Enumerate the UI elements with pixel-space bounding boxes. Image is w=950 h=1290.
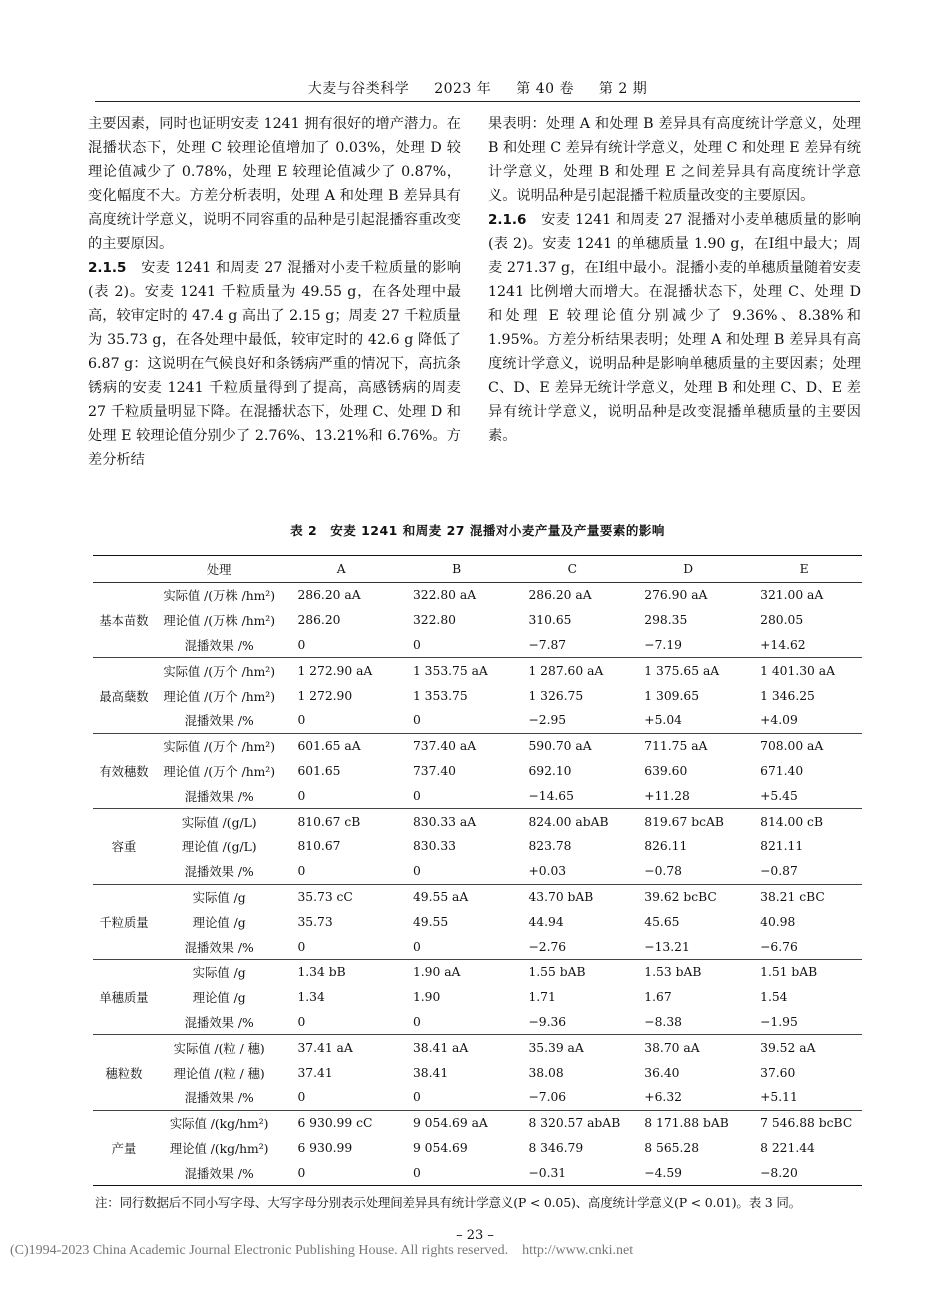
value-cell: 8 221.44 (760, 1140, 815, 1155)
section-2-1-5 (88, 256, 461, 472)
value-cell: +6.32 (644, 1090, 682, 1105)
value-cell: 276.90 aA (644, 588, 708, 603)
value-cell: 830.33 aA (399, 809, 515, 834)
metric-label: 实际值 /(万个 /hm²) (155, 733, 284, 758)
value-cell: +5.11 (760, 1090, 798, 1105)
value-cell: 1.51 bAB (746, 959, 862, 984)
metric-label: 混播效果 /% (184, 638, 254, 653)
value-cell: 8 346.79 (528, 1140, 584, 1155)
value-cell: +0.03 (528, 864, 567, 879)
metric-label: 实际值 /(kg/hm²) (155, 1110, 284, 1135)
value-cell: 43.70 bAB (514, 884, 630, 909)
value-cell: 0 (297, 1165, 306, 1180)
value-cell: 819.67 bcAB (630, 809, 746, 834)
value-cell: 38.21 cBC (746, 884, 862, 909)
group-label: 产量 (93, 1110, 155, 1185)
running-header (95, 78, 860, 98)
value-cell: 35.73 (297, 914, 333, 929)
value-cell: 810.67 (297, 839, 341, 854)
value-cell: −1.95 (760, 1014, 798, 1029)
value-cell: 322.80 aA (412, 588, 477, 603)
value-cell: 0 (412, 864, 421, 879)
value-cell: 1.67 (644, 990, 672, 1005)
table-row (93, 759, 862, 784)
value-cell: 1.90 aA (399, 959, 515, 984)
value-cell: 1.55 bAB (514, 959, 630, 984)
value-cell: −6.76 (760, 939, 798, 954)
metric-label: 混播效果 /% (184, 940, 254, 955)
metric-label: 理论值 /(万个 /hm²) (163, 689, 276, 704)
value-cell: −0.31 (528, 1165, 567, 1180)
value-cell: 1 309.65 (644, 688, 700, 703)
value-cell: −7.06 (528, 1090, 567, 1105)
value-cell: +5.04 (644, 713, 682, 728)
table-row (93, 834, 862, 859)
journal-volume: 第 40 卷 (516, 81, 574, 97)
value-cell: 1 287.60 aA (514, 658, 630, 683)
metric-label: 理论值 /(粒 / 穗) (173, 1066, 265, 1081)
value-cell: 37.60 (760, 1065, 796, 1080)
table-header-row (93, 556, 862, 583)
header-empty (93, 556, 155, 583)
value-cell: 0 (412, 713, 421, 728)
table-row (93, 583, 862, 608)
value-cell: 40.98 (760, 914, 796, 929)
value-cell: 737.40 (412, 763, 456, 778)
table-row (93, 884, 862, 909)
value-cell: 39.52 aA (746, 1035, 862, 1060)
metric-label: 实际值 /(万株 /hm²) (163, 589, 276, 604)
value-cell: 36.40 (644, 1065, 680, 1080)
copyright-text: (C)1994-2023 China Academic Journal Electronic Publishing House. All rights reserved. (10, 1243, 509, 1258)
value-cell: 310.65 (528, 613, 572, 628)
value-cell: 601.65 (297, 763, 341, 778)
table-row (93, 809, 862, 834)
header-rule (95, 101, 860, 102)
table-row (93, 683, 862, 708)
value-cell: 39.62 bcBC (630, 884, 746, 909)
value-cell: 38.70 aA (630, 1035, 746, 1060)
table-row (93, 658, 862, 683)
value-cell: 814.00 cB (746, 809, 862, 834)
value-cell: 286.20 aA (528, 588, 592, 603)
value-cell: 0 (412, 637, 421, 652)
value-cell: 37.41 aA (283, 1035, 399, 1060)
value-cell: 49.55 (412, 914, 449, 929)
metric-label: 理论值 /(g/L) (181, 840, 257, 855)
page-number: – 23 – (456, 1228, 494, 1243)
value-cell: 0 (412, 788, 421, 803)
value-cell: 711.75 aA (630, 733, 746, 758)
group-label: 容重 (93, 809, 155, 884)
value-cell: 7 546.88 bcBC (746, 1110, 862, 1135)
table-row (93, 708, 862, 733)
section-number: 2.1.6 (488, 212, 527, 228)
value-cell: 321.00 aA (760, 588, 824, 603)
value-cell: 824.00 abAB (514, 809, 630, 834)
value-cell: 8 565.28 (644, 1140, 700, 1155)
value-cell: 0 (297, 788, 306, 803)
value-cell: 823.78 (528, 839, 572, 854)
value-cell: +14.62 (760, 637, 806, 652)
value-cell: 280.05 (760, 613, 804, 628)
left-column (88, 112, 461, 472)
table-row (93, 1110, 862, 1135)
group-label: 单穗质量 (93, 959, 155, 1034)
metric-label: 混播效果 /% (184, 865, 254, 880)
table-row (93, 1136, 862, 1161)
value-cell: 821.11 (760, 839, 804, 854)
value-cell: 9 054.69 aA (399, 1110, 515, 1135)
group-label: 穗粒数 (93, 1035, 155, 1110)
value-cell: 0 (297, 939, 306, 954)
value-cell: 35.39 aA (514, 1035, 630, 1060)
value-cell: −7.87 (528, 637, 567, 652)
metric-label: 混播效果 /% (184, 789, 254, 804)
value-cell: 1.54 (760, 990, 788, 1005)
value-cell: −4.59 (644, 1165, 682, 1180)
value-cell: 0 (297, 1014, 306, 1029)
right-column (488, 112, 861, 448)
value-cell: 1 326.75 (528, 688, 584, 703)
value-cell: 6 930.99 (297, 1140, 353, 1155)
section-2-1-6 (488, 208, 861, 448)
value-cell: −2.95 (528, 713, 567, 728)
value-cell: −2.76 (528, 939, 567, 954)
value-cell: 322.80 (412, 613, 456, 628)
value-cell: 0 (412, 939, 421, 954)
paragraph: 果表明：处理 A 和处理 B 差异具有高度统计学意义，处理 B 和处理 C 差异有统计学意义，处理 C 和处理 E 差异有统计学意义，处理 B 和处理 E 之间差异具有高度统计学意义。说明品种是引起混播千粒质量改变的主要原因。 (488, 116, 861, 204)
metric-label: 理论值 /(万株 /hm²) (163, 614, 276, 629)
metric-label: 实际值 /(g/L) (155, 809, 284, 834)
section-text: 安麦 1241 和周麦 27 混播对小麦单穗质量的影响(表 2)。安麦 1241 的单穗质量 1.90 g，在Ⅰ组中最大；周麦 271.37 g，在Ⅰ组中最小。混播小麦的单穗质量随着安麦 1241 比例增大而增大。在混播状态下，处理 C、处理 D 和处理 E 较理论值分别减少了 9.36%、8.38%和 1.95%。方差分析结果表明；处理 A 和处理 B 差异具有高度统计学意义，说明品种是影响单穗质量的主要因素；处理 C、D、E 差异无统计学意义，处理 B 和处理 C、D、E 差异有统计学意义，说明品种是改变混播单穗质量的主要因素。 (488, 212, 861, 444)
metric-label: 实际值 /(万个 /hm²) (155, 658, 284, 683)
table-row (93, 1035, 862, 1060)
value-cell: +4.09 (760, 713, 798, 728)
value-cell: 1 272.90 aA (283, 658, 399, 683)
value-cell: +5.45 (760, 788, 798, 803)
value-cell: 1 346.25 (760, 688, 815, 703)
value-cell: 826.11 (644, 839, 688, 854)
value-cell: 0 (297, 637, 306, 652)
journal-name: 大麦与谷类科学 (307, 81, 410, 97)
value-cell: 0 (412, 1165, 421, 1180)
value-cell: 38.08 (528, 1065, 564, 1080)
metric-label: 混播效果 /% (184, 1091, 254, 1106)
value-cell: 0 (297, 713, 306, 728)
paragraph: 主要因素，同时也证明安麦 1241 拥有很好的增产潜力。在混播状态下，处理 C 较理论值增加了 0.03%，处理 D 较理论值减少了 0.78%，处理 E 较理论值减少了 0.87%，变化幅度不大。方差分析表明，处理 A 和处理 B 差异具有高度统计学意义，说明不同容重的品种是引起混播容重改变的主要原因。 (88, 116, 461, 252)
value-cell: 0 (412, 1014, 421, 1029)
value-cell: 1 272.90 (297, 688, 353, 703)
cnki-url[interactable]: http://www.cnki.net (522, 1243, 634, 1258)
value-cell: 0 (412, 1090, 421, 1105)
value-cell: 1 401.30 aA (746, 658, 862, 683)
value-cell: −8.38 (644, 1014, 682, 1029)
value-cell: 590.70 aA (514, 733, 630, 758)
value-cell: 49.55 aA (399, 884, 515, 909)
value-cell: 45.65 (644, 914, 680, 929)
header-a: A (283, 556, 399, 583)
value-cell: 671.40 (760, 763, 804, 778)
table-row (93, 985, 862, 1010)
value-cell: 35.73 cC (283, 884, 399, 909)
metric-label: 理论值 /(万个 /hm²) (163, 764, 276, 779)
table-row (93, 859, 862, 884)
value-cell: 38.41 (412, 1065, 449, 1080)
value-cell: 286.20 (297, 613, 341, 628)
value-cell: 1.90 (412, 990, 441, 1005)
header-e: E (746, 556, 862, 583)
value-cell: 8 171.88 bAB (630, 1110, 746, 1135)
table-row (93, 608, 862, 633)
table-note: 注：同行数据后不同小写字母、大写字母分别表示处理间差异具有统计学意义(P < 0.05)、高度统计学意义(P < 0.01)。表 3 同。 (95, 1195, 801, 1210)
value-cell: 1 353.75 (412, 688, 468, 703)
table-title: 表 2 安麦 1241 和周麦 27 混播对小麦产量及产量要素的影响 (290, 523, 665, 538)
header-treatment: 处理 (155, 556, 284, 583)
value-cell: −0.87 (760, 864, 798, 879)
value-cell: +11.28 (644, 788, 690, 803)
value-cell: 1 375.65 aA (630, 658, 746, 683)
value-cell: 692.10 (528, 763, 572, 778)
section-number: 2.1.5 (88, 260, 127, 276)
value-cell: 298.35 (644, 613, 688, 628)
value-cell: 286.20 aA (297, 588, 361, 603)
value-cell: 639.60 (644, 763, 688, 778)
journal-year: 2023 年 (434, 81, 492, 97)
value-cell: 1.34 (297, 990, 325, 1005)
group-label: 千粒质量 (93, 884, 155, 959)
header-d: D (630, 556, 746, 583)
journal-issue: 第 2 期 (598, 81, 648, 97)
value-cell: −14.65 (528, 788, 574, 803)
table-row (93, 1085, 862, 1110)
value-cell: 1 353.75 aA (399, 658, 515, 683)
header-c: C (514, 556, 630, 583)
value-cell: 6 930.99 cC (283, 1110, 399, 1135)
value-cell: 601.65 aA (283, 733, 399, 758)
value-cell: 44.94 (528, 914, 564, 929)
value-cell: 37.41 (297, 1065, 333, 1080)
metric-label: 理论值 /g (192, 915, 246, 930)
value-cell: 38.41 aA (399, 1035, 515, 1060)
table-row (93, 934, 862, 959)
value-cell: 8 320.57 abAB (514, 1110, 630, 1135)
group-label: 最高蘖数 (93, 658, 155, 733)
group-label: 有效穗数 (93, 733, 155, 808)
value-cell: 1.71 (528, 990, 556, 1005)
table-row (93, 909, 862, 934)
metric-label: 实际值 /g (155, 884, 284, 909)
value-cell: 0 (297, 1090, 306, 1105)
table-row (93, 959, 862, 984)
metric-label: 实际值 /g (155, 959, 284, 984)
metric-label: 实际值 /(粒 / 穗) (155, 1035, 284, 1060)
value-cell: −13.21 (644, 939, 690, 954)
metric-label: 混播效果 /% (184, 1015, 254, 1030)
value-cell: 1.53 bAB (630, 959, 746, 984)
yield-table (93, 555, 862, 1186)
value-cell: 708.00 aA (746, 733, 862, 758)
table-row (93, 633, 862, 658)
metric-label: 理论值 /g (192, 991, 246, 1006)
metric-label: 理论值 /(kg/hm²) (169, 1141, 269, 1156)
metric-label: 混播效果 /% (184, 714, 254, 729)
value-cell: 1.34 bB (283, 959, 399, 984)
value-cell: −0.78 (644, 864, 682, 879)
table-row (93, 1060, 862, 1085)
table-row (93, 783, 862, 808)
table-row (93, 1160, 862, 1185)
table-row (93, 733, 862, 758)
value-cell: 830.33 (412, 839, 456, 854)
value-cell: 9 054.69 (412, 1140, 468, 1155)
value-cell: −7.19 (644, 637, 682, 652)
section-text: 安麦 1241 和周麦 27 混播对小麦千粒质量的影响(表 2)。安麦 1241 千粒质量为 49.55 g，在各处理中最高，较审定时的 47.4 g 高出了 2.15 g；周麦 27 千粒质量为 35.73 g，在各处理中最低，较审定时的 42.6 g 降低了 6.87 g：这说明在气候良好和条锈病严重的情况下，高抗条锈病的安麦 1241 千粒质量得到了提高，高感锈病的周麦 27 千粒质量明显下降。在混播状态下，处理 C、处理 D 和处理 E 较理论值分别少了 2.76%、13.21%和 6.76%。方差分析结 (88, 260, 461, 468)
value-cell: 737.40 aA (399, 733, 515, 758)
copyright-footer (10, 1243, 910, 1259)
metric-label: 混播效果 /% (184, 1166, 254, 1181)
header-b: B (399, 556, 515, 583)
value-cell: −9.36 (528, 1014, 567, 1029)
value-cell: −8.20 (760, 1165, 798, 1180)
value-cell: 810.67 cB (283, 809, 399, 834)
table-row (93, 1010, 862, 1035)
value-cell: 0 (297, 864, 306, 879)
group-label: 基本苗数 (99, 614, 149, 629)
